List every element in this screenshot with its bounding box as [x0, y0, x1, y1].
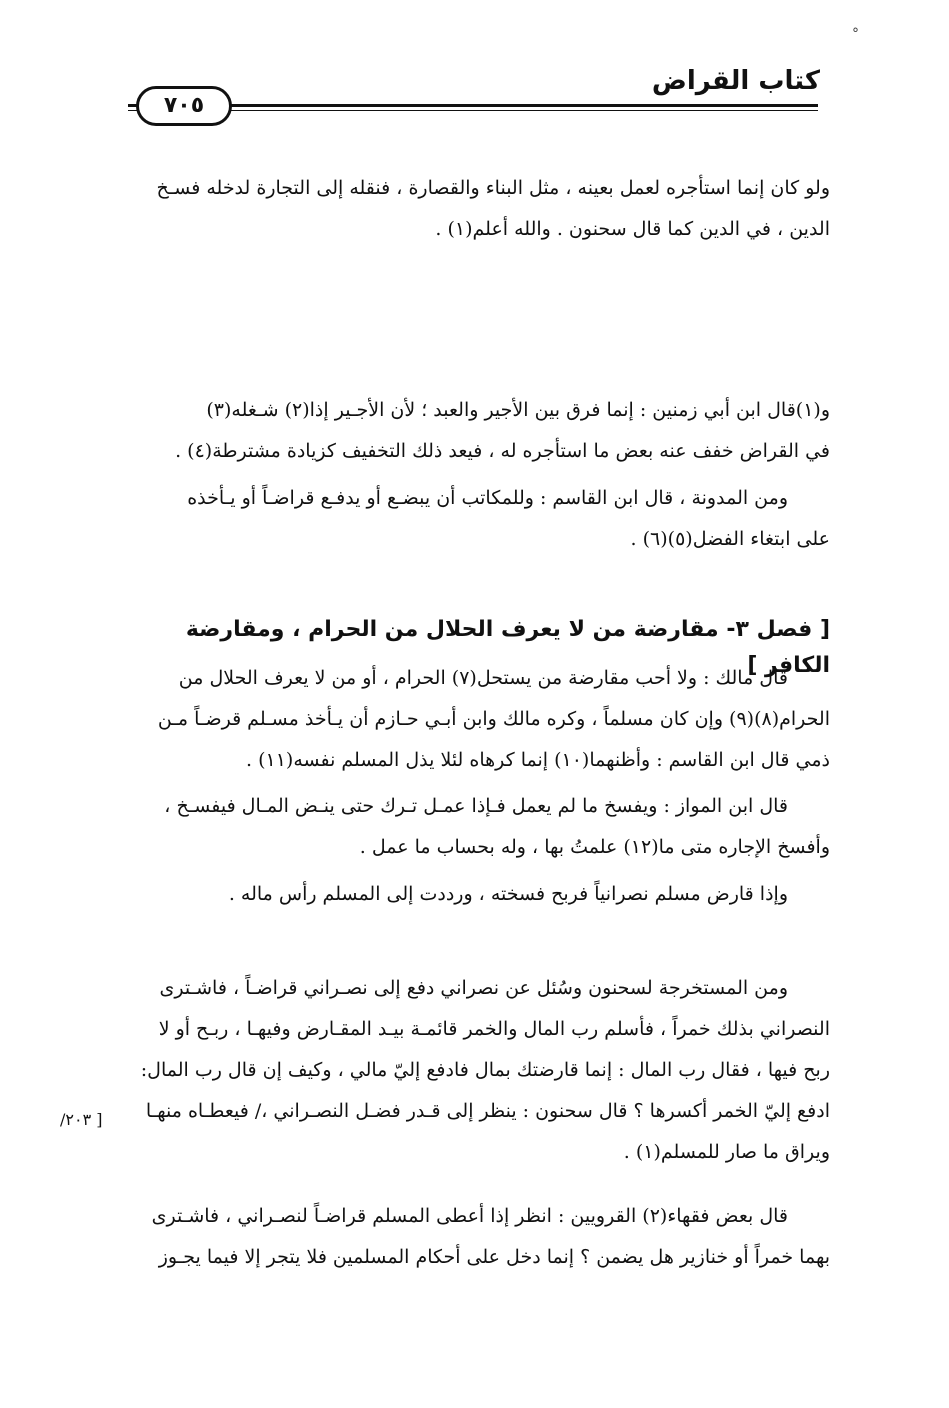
text-line: ويراق ما صار للمسلم(١) . [623, 1141, 830, 1163]
text-line: في القراض خفف عنه بعض ما استأجره له ، فيعد ذلك التخفيف كزيادة مشترطة(٤) . [175, 440, 830, 462]
text-line: الحرام(٨)(٩) وإن كان مسلماً ، وكره مالك وابن أبـي حـازم أن يـأخذ مسـلم قرضـاً مـن [157, 708, 830, 730]
text-line: الدين ، في الدين كما قال سحنون . والله أعلم(١) . [435, 218, 830, 240]
text-line: ولو كان إنما استأجره لعمل بعينه ، مثل البناء والقصارة ، فنقله إلى التجارة لدخله فسـخ [156, 177, 830, 199]
text-line: على ابتغاء الفضل(٥)(٦) . [630, 528, 830, 550]
page-number-badge: ٧٠٥ [136, 86, 232, 126]
paragraph-8 [112, 1196, 830, 1278]
paragraph-3 [112, 478, 830, 560]
text-line: قال ابن المواز : ويفسخ ما لم يعمل فـإذا عمـل تـرك حتى ينـض المـال فيفسـخ ، [164, 795, 788, 817]
text-line: قال مالك : ولا أحب مقارضة من يستحل(٧) الحرام ، أو من لا يعرف الحلال من [178, 667, 788, 689]
running-header-title: كتاب القراض [651, 66, 820, 96]
text-line: بهما خمراً أو خنازير هل يضمن ؟ إنما دخل على أحكام المسلمين فلا يتجر إلا فيما يجـوز [158, 1246, 830, 1268]
text-line: ذمي قال ابن القاسم : وأظنهما(١٠) إنما كرهاه لئلا يذل المسلم نفسه(١١) . [245, 749, 830, 771]
corner-mark: ° [852, 26, 859, 42]
text-line: وأفسخ الإجاره متى ما(١٢) علمتُ بها ، وله بحساب ما عمل . [359, 836, 830, 858]
text-line: وإذا قارض مسلم نصرانياً فربح فسخته ، ورددت إلى المسلم رأس ماله . [228, 883, 788, 905]
margin-folio-note: [ ٢٠٣/ [60, 1110, 103, 1129]
paragraph-4 [112, 658, 830, 781]
paragraph-7 [112, 968, 830, 1173]
paragraph-1 [112, 168, 830, 250]
paragraph-5 [112, 786, 830, 868]
paragraph-2 [112, 390, 830, 472]
text-line: النصراني بذلك خمراً ، فأسلم رب المال والخمر قائمـة بيـد المقـارض وفيهـا ، ربـح أو لا [158, 1018, 830, 1040]
text-line: ومن المدونة ، قال ابن القاسم : وللمكاتب أن يبضـع أو يدفـع قراضـاً أو يـأخذه [187, 487, 788, 509]
text-line: ومن المستخرجة لسحنون وسُئل عن نصراني دفع إلى نصـراني قراضـاً ، فاشـترى [159, 977, 788, 999]
paragraph-6 [112, 874, 830, 915]
text-line: قال بعض فقهاء(٢) القرويين : انظر إذا أعطى المسلم قراضـاً لنصـراني ، فاشـترى [151, 1205, 788, 1227]
section-heading: [ فصل ٣- مقارضة من لا يعرف الحلال من الحرام ، ومقارضة الكافر ] [185, 617, 830, 678]
text-line: و(١)قال ابن أبي زمنين : إنما فرق بين الأجير والعبد ؛ لأن الأجـير إذا(٢) شـغله(٣) [206, 399, 830, 421]
text-line: ربح فيها ، فقال رب المال : إنما قارضتك بمال فادفع إليّ مالي ، وكيف إن قال رب المال: [140, 1059, 830, 1081]
text-line: ادفع إليّ الخمر أكسرها ؟ قال سحنون : ينظر إلى قـدر فضـل النصـراني ،/ فيعطـاه منهـا [145, 1100, 830, 1122]
